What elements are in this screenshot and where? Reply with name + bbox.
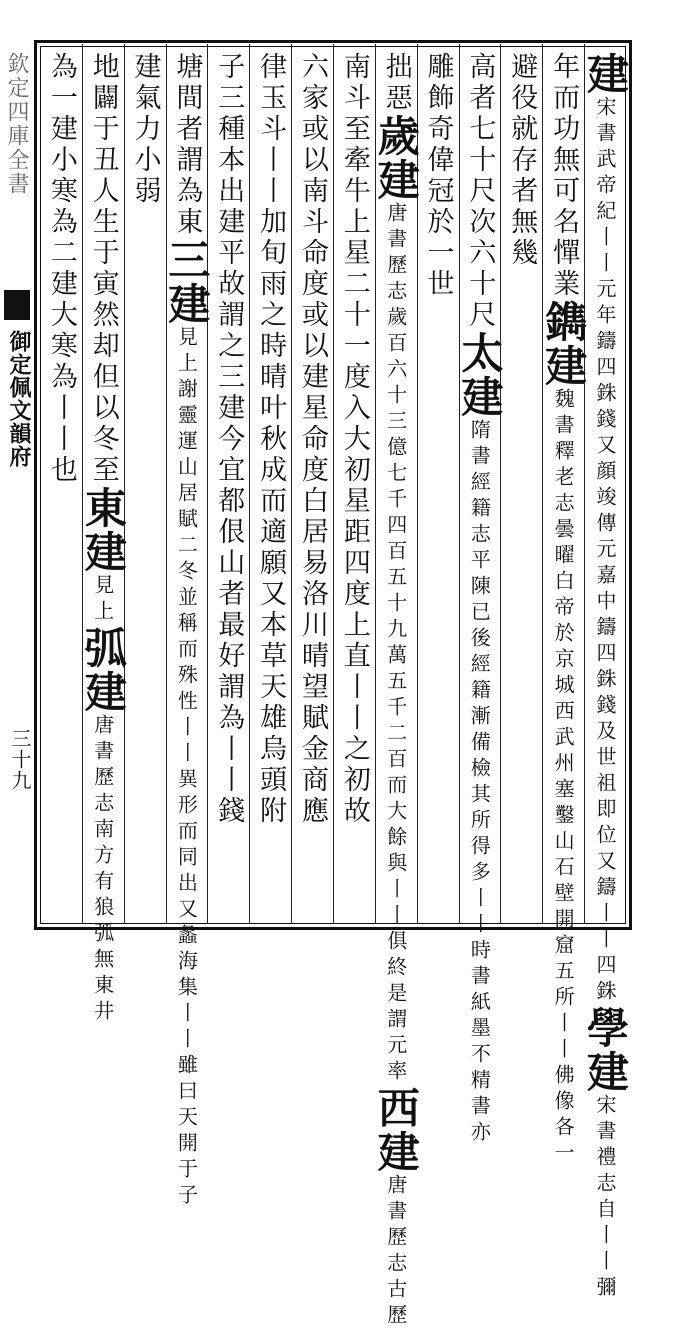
entry-heading: 三建: [162, 238, 212, 326]
text-column: [78, 52, 128, 1026]
entry-text: 魏書釋老志曇曜白帝於京城西武州塞鑿山石壁開窟五所丨丨佛像各一: [551, 388, 576, 1168]
column-rule: [166, 44, 167, 924]
entry-text: 唐書歷志南方有狼弧無東井: [90, 714, 115, 1026]
entry-text: 避役就存者無幾: [506, 52, 538, 269]
entry-text: 宋書武帝紀丨丨元年鑄四銖錢又顔竣傳元嘉中鑄四銖錢及世祖即位又鑄丨丨四銖: [592, 96, 617, 1006]
entry-text: 拙惡: [380, 52, 412, 114]
entry-text: 雕飾奇偉冠於一世: [422, 52, 454, 300]
column-rule: [291, 44, 292, 924]
entry-text: 見上謝靈運山居賦二冬並稱而殊性丨丨異形而同出又蠡海集丨丨雖曰天開于子: [174, 326, 199, 1210]
entry-text: 唐書歷志古歷: [383, 1174, 408, 1330]
fish-tail-mark: [4, 290, 30, 320]
entry-text: 見上: [90, 574, 115, 626]
entry-heading: 歲建: [371, 114, 421, 202]
text-column: [251, 52, 289, 914]
column-rule: [207, 44, 208, 924]
faded-header-text: 欽定四庫全書: [4, 52, 29, 196]
entry-text: 唐書歷志歲百六十三億七千四百五十九萬五千二百而大餘與丨丨俱終是謂元率: [383, 202, 408, 1086]
entry-text: 子三種本出建平故謂之三建今宜都佷山者最好謂為丨丨錢: [213, 52, 245, 827]
text-column: [502, 52, 540, 914]
entry-text: 年而功無可名憚業: [548, 52, 580, 300]
column-rule: [459, 44, 460, 924]
column-rule: [584, 44, 585, 924]
entry-heading: 學建: [580, 1006, 630, 1094]
column-rule: [82, 44, 83, 924]
text-column: [580, 52, 630, 1302]
entry-heading: 西建: [371, 1086, 421, 1174]
entry-text: 隋書經籍志平陳已後經籍漸備檢其所得多丨丨時書紙墨不精書亦: [467, 419, 492, 1147]
entry-heading: 鐫建: [539, 300, 589, 388]
text-column: [539, 52, 589, 1168]
page-number: 三十九: [8, 728, 32, 791]
entry-heading: 太建: [455, 331, 505, 419]
text-column: [455, 52, 505, 1147]
column-rule: [542, 44, 543, 924]
book-title: 御定佩文韻府: [6, 330, 32, 468]
column-rule: [249, 44, 250, 924]
text-column: [419, 52, 457, 914]
text-column: [335, 52, 373, 914]
entry-text: 六家或以南斗命度或以建星命度白居易洛川晴望賦金商應: [296, 52, 328, 827]
entry-heading: 弧建: [78, 626, 128, 714]
entry-heading: 建: [580, 52, 630, 96]
column-rule: [333, 44, 334, 924]
entry-text: 為一建小寒為二建大寒為丨丨也: [45, 52, 77, 486]
text-column: [209, 52, 247, 914]
entry-text: 律玉斗丨丨加旬雨之時晴叶秋成而適願又本草天雄烏頭附: [255, 52, 287, 827]
column-rule: [500, 44, 501, 924]
entry-text: 建氣力小弱: [129, 52, 161, 207]
entry-text: 南斗至牽牛上星二十一度入大初星距四度上直丨丨之初故: [338, 52, 370, 827]
text-column: [42, 52, 80, 914]
entry-heading: 東建: [78, 486, 128, 574]
text-column: [371, 52, 421, 1330]
entry-text: 高者七十尺次六十尺: [464, 52, 496, 331]
text-column: [293, 52, 331, 914]
column-rule: [124, 44, 125, 924]
entry-text: 地闢于丑人生于寅然却但以冬至: [87, 52, 119, 486]
entry-text: 塘間者謂為東: [171, 52, 203, 238]
text-column: [162, 52, 212, 1210]
entry-text: 宋書禮志自丨丨彌: [592, 1094, 617, 1302]
text-column: [126, 52, 164, 914]
